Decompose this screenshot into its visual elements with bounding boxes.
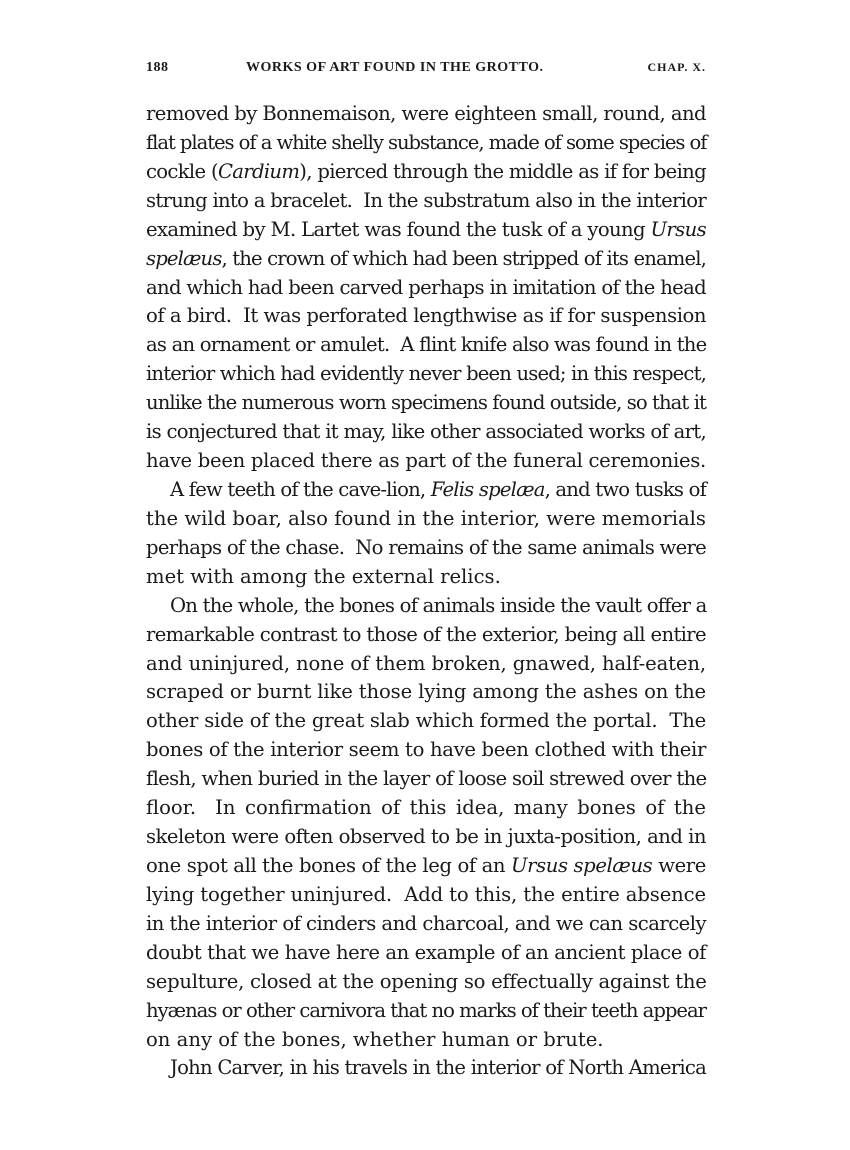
text-line — [146, 447, 706, 476]
text-line — [146, 939, 706, 968]
text-segment: remarkable contrast to those of the exterior, being all entire — [146, 622, 706, 646]
text-line — [146, 707, 706, 736]
text-segment: , and two tusks of — [544, 477, 707, 501]
italic-term: Cardium — [217, 159, 300, 183]
text-line — [146, 129, 706, 158]
text-segment: examined by M. Lartet was found the tusk of a young — [146, 217, 651, 241]
text-segment: on any of the bones, whether human or brute. — [146, 1027, 604, 1051]
text-segment: one spot all the bones of the leg of an — [146, 853, 511, 877]
text-line — [146, 302, 706, 331]
text-segment: On the whole, the bones of animals inside the vault offer a — [170, 593, 707, 617]
text-line — [146, 534, 706, 563]
text-segment: sepulture, closed at the opening so effectually against the — [146, 969, 707, 993]
page-number: 188 — [146, 60, 169, 75]
italic-term: spelæus — [146, 246, 222, 270]
text-segment: lying together uninjured. Add to this, the entire absence — [146, 882, 706, 906]
text-segment: interior which had evidently never been used; in this respect, — [146, 362, 706, 386]
text-segment: and which had been carved perhaps in imitation of the head — [146, 275, 706, 299]
text-line — [146, 216, 706, 245]
text-segment: perhaps of the chase. No remains of the same animals were — [146, 535, 706, 559]
text-segment: floor. In confirmation of this idea, many bones of the — [146, 796, 706, 820]
text-line — [146, 158, 706, 187]
italic-term: Ursus — [650, 217, 707, 241]
text-segment: , the crown of which had been stripped of its enamel, — [221, 246, 706, 270]
text-segment: other side of the great slab which formed the portal. The — [146, 709, 706, 733]
text-line — [146, 621, 706, 650]
text-line — [146, 736, 706, 765]
text-line — [146, 418, 706, 447]
book-page — [146, 60, 706, 1083]
text-line — [146, 563, 706, 592]
text-line — [146, 360, 706, 389]
text-segment: ), pierced through the middle as if for being — [299, 159, 706, 183]
text-segment: doubt that we have here an example of an ancient place of — [146, 940, 706, 964]
italic-term: Ursus spelæus — [510, 853, 653, 877]
text-segment: removed by Bonnemaison, were eighteen small, round, and — [146, 102, 706, 125]
text-segment: have been placed there as part of the funeral ceremonies. — [146, 449, 706, 473]
text-segment: hyænas or other carnivora that no marks of their teeth appear — [146, 998, 706, 1022]
text-segment: the wild boar, also found in the interior, were memorials — [146, 506, 706, 530]
text-segment: flesh, when buried in the layer of loose soil strewed over the — [146, 767, 707, 791]
text-line — [146, 274, 706, 303]
running-head — [146, 60, 706, 84]
text-segment: were — [652, 853, 706, 877]
text-segment: flat plates of a white shelly substance, made of some species of — [146, 130, 707, 154]
text-segment: and uninjured, none of them broken, gnawed, half-eaten, — [146, 651, 706, 675]
text-segment: unlike the numerous worn specimens found outside, so that it — [146, 391, 706, 415]
text-segment: A few teeth of the cave-lion, — [170, 477, 431, 501]
text-line — [146, 910, 706, 939]
italic-term: Felis spelæa — [430, 477, 545, 501]
text-segment: scraped or burnt like those lying among the ashes on the — [146, 680, 707, 704]
text-line — [146, 389, 706, 418]
text-line — [146, 1026, 706, 1055]
text-line — [146, 592, 706, 621]
text-line — [146, 881, 706, 910]
text-line — [146, 794, 706, 823]
text-line — [146, 852, 706, 881]
text-line — [146, 505, 706, 534]
text-segment: skeleton were often observed to be in juxta-position, and in — [146, 825, 706, 849]
text-line — [146, 331, 706, 360]
text-line — [146, 650, 706, 679]
text-line — [146, 100, 706, 129]
text-segment: met with among the external relics. — [146, 564, 501, 588]
chapter-reference: CHAP. X. — [647, 60, 706, 74]
text-segment: strung into a bracelet. In the substratum also in the interior — [146, 188, 706, 212]
text-segment: is conjectured that it may, like other associated works of art, — [146, 420, 706, 444]
text-line — [146, 765, 706, 794]
body-text — [146, 100, 706, 1083]
text-line — [146, 968, 706, 997]
text-segment: in the interior of cinders and charcoal, and we can scarcely — [146, 911, 706, 935]
text-line — [146, 997, 706, 1026]
text-line — [146, 245, 706, 274]
text-segment: bones of the interior seem to have been clothed with their — [146, 738, 706, 762]
running-title: WORKS OF ART FOUND IN THE GROTTO. — [246, 60, 544, 75]
text-segment: of a bird. It was perforated lengthwise as if for suspension — [146, 304, 706, 328]
text-line — [146, 823, 706, 852]
text-line — [146, 1054, 706, 1083]
text-segment: as an ornament or amulet. A flint knife also was found in the — [146, 333, 707, 357]
text-segment: John Carver, in his travels in the interior of North America — [170, 1056, 706, 1080]
text-line — [146, 476, 706, 505]
text-segment: cockle ( — [146, 159, 218, 183]
text-line — [146, 678, 706, 707]
text-line — [146, 187, 706, 216]
